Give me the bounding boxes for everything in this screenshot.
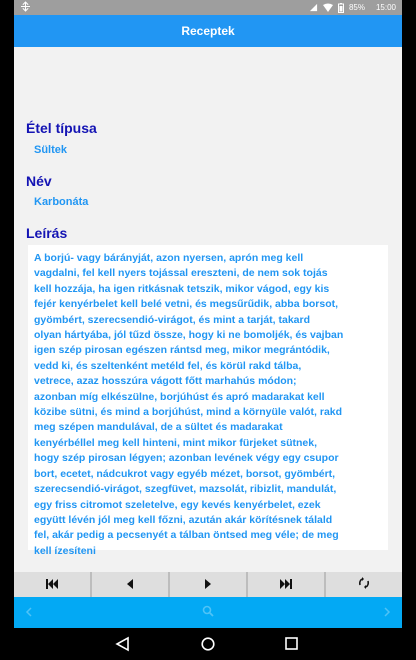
type-value: Sültek <box>34 144 68 156</box>
recipe-detail <box>14 47 402 572</box>
name-value: Karbonáta <box>34 196 89 208</box>
system-home-icon[interactable] <box>201 637 215 656</box>
status-bar <box>14 0 402 15</box>
back-arrow-icon[interactable] <box>26 604 32 622</box>
type-label: Étel típusa <box>26 120 97 136</box>
usb-debug-icon <box>21 2 30 11</box>
description-scroll-area[interactable] <box>28 245 388 557</box>
system-recents-icon[interactable] <box>285 637 298 655</box>
system-navigation-bar <box>0 628 416 660</box>
refresh-icon <box>358 576 370 594</box>
refresh-button[interactable] <box>326 572 402 597</box>
bottom-toolbar <box>14 597 402 628</box>
app-title-bar <box>14 15 402 47</box>
first-icon <box>46 576 58 594</box>
last-record-button[interactable] <box>248 572 324 597</box>
app-screen <box>14 0 402 660</box>
battery-percent: 85% <box>348 3 365 12</box>
name-label: Név <box>26 173 52 189</box>
first-record-button[interactable] <box>14 572 90 597</box>
record-navigation <box>14 572 402 597</box>
search-icon[interactable] <box>202 604 214 622</box>
clock: 15:00 <box>375 3 396 12</box>
previous-icon <box>127 576 133 594</box>
description-text: A borjú- vagy bárányját, azon nyersen, aprón meg kell vagdalni, fel kell nyers tojással ereszteni, de nem sok tojás kell hozzája, ha igen ritkásnak tetszik, mikor vágod, egy kis fejér kenyérbelet kell belé vetni, és megsűrűdik, abba borsot, gyömbért, szerecsendió-virágot, és mint a tarját, takard olyan hártyába, jól tűzd össze, hogy ki ne bomoljék, és vajban igen szép pirosan egészen rántsd meg, mikor megrántódik, vedd ki, és szeltenként metéld fel, és körül rakd tálba, vetrece, azaz hosszúra vágott főtt marhahús módon; azonban míg elkészülne, borjúhúst és apró madarakat kell közibe sütni, és mind a borjúhúst, mind a környüle valót, rakd meg szépen mandulával, de a sültet és madarakat kenyérbéllel meg kell hinteni, mint mikor fürjeket sütnek, hogy szép pirosan légyen; azonban levének végy egy csupor bort, ecetet, nádcukrot vagy egyéb mézet, borsot, gyömbért, szerecsendió-virágot, szegfüvet, mazsolát, ribizlit, mandulát, egy friss citromot szeletelve, egy kevés kenyérbelet, ezek együtt lévén jól meg kell főzni, azután akár körítésnek tálald fel, akár pedig a pecsenyét a tálban öntsed meg véle; de meg kell ízesíteni <box>34 252 344 557</box>
battery-icon <box>338 3 344 13</box>
next-record-button[interactable] <box>170 572 246 597</box>
signal-icon <box>309 3 318 12</box>
last-icon <box>280 576 292 594</box>
wifi-icon <box>323 3 333 12</box>
forward-arrow-icon[interactable] <box>384 604 390 622</box>
description-label: Leírás <box>26 225 68 241</box>
next-icon <box>205 576 211 594</box>
previous-record-button[interactable] <box>92 572 168 597</box>
system-back-icon[interactable] <box>116 637 129 656</box>
app-title: Receptek <box>181 24 235 38</box>
